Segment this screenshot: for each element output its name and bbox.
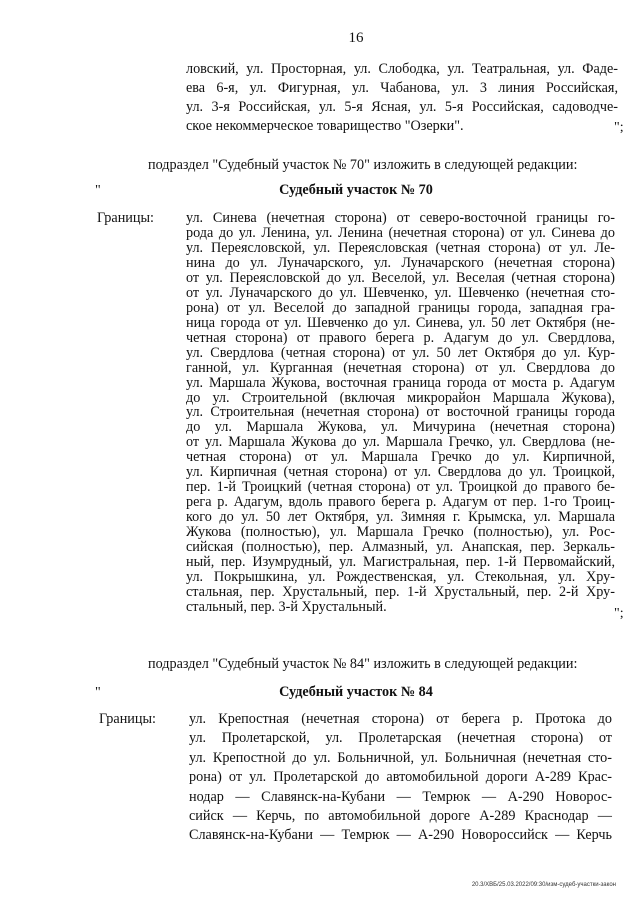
- section-84-line: нодар — Славянск-на-Кубани — Темрюк — А-290 Новорос-: [189, 788, 612, 805]
- section-70-heading: подраздел "Судебный участок № 70" изложить в следующей редакции:: [148, 157, 578, 173]
- section-70-end-quote: ";: [614, 606, 624, 621]
- section-70-line: до ул. Маршала Жукова, ул. Мичурина (нечетная сторона): [186, 419, 615, 436]
- section-84-line: ул. Крепостная (нечетная сторона) от берега р. Протока до: [189, 711, 612, 727]
- section-70-line: ул. Маршала Жукова, восточная граница города от моста р. Адагум: [186, 374, 615, 391]
- section-70-line: сийская (полностью), пер. Алмазный, ул. Анапская, пер. Зеркаль-: [186, 539, 615, 556]
- section-70-line: рега р. Адагум, вдоль правого берега р. Адагум от пер. 1-го Троиц-: [186, 494, 615, 511]
- section-84-line: рона) от ул. Пролетарской до автомобильной дороги А-289 Крас-: [189, 769, 612, 786]
- section-70-line: ул. Покрышкина, ул. Рождественская, ул. Стекольная, ул. Хру-: [186, 569, 615, 586]
- section-70-line: четная сторона) от ул. Маршала Гречко до ул. Кирпичной,: [186, 449, 615, 466]
- section-70-line: до ул. Строительной (включая микрорайон Маршала Жукова),: [186, 389, 615, 406]
- section-84-label: Границы:: [99, 711, 156, 727]
- section-70-line: ул. Свердлова (четная сторона) от ул. 50 лет Октября до ул. Кур-: [186, 344, 615, 361]
- section-70-line: ул. Переясловской, ул. Переясловская (четная сторона) от ул. Ле-: [186, 239, 615, 256]
- section-84-line: Славянск-на-Кубани — Темрюк — А-290 Новороссийск — Керчь: [189, 827, 612, 844]
- section-84-line: ул. Пролетарской, ул. Пролетарская (нечетная сторона) от: [189, 730, 612, 747]
- section-70-line: от ул. Переясловской до ул. Веселой, ул. Веселая (четная сторона): [186, 269, 615, 286]
- section-70-line: от ул. Луначарского до ул. Шевченко, ул. Шевченко (нечетная сто-: [186, 284, 615, 301]
- section-70-line: ный, пер. Изумрудный, ул. Магистральная, пер. 1-й Первомайский,: [186, 554, 615, 571]
- section-70-label: Границы:: [97, 210, 154, 226]
- section-70-line: рона) от ул. Веселой до западной границы города, западная гра-: [186, 299, 615, 316]
- section-70-open-quote: ": [95, 183, 101, 198]
- intro-line-1: ловский, ул. Просторная, ул. Слободка, ул. Театральная, ул. Фаде-: [186, 61, 618, 77]
- section-70-line: ница города от ул. Шевченко до ул. Синева, ул. 50 лет Октября (не-: [186, 314, 615, 331]
- section-70-line: Жукова (полностью), ул. Маршала Гречко (полностью), ул. Рос-: [186, 524, 615, 541]
- document-footer-code: 20.3/ХВБ/25.03.2022/09:30/изм-судеб-участки-закон: [471, 882, 616, 888]
- section-84-title: Судебный участок № 84: [279, 684, 433, 700]
- section-70-line: четная сторона) от правого берега р. Адагум до ул. Свердлова,: [186, 329, 615, 346]
- section-70-line: пер. 1-й Троицкий (четная сторона) от ул. Троицкой до правого бе-: [186, 479, 615, 496]
- page-number: 16: [348, 30, 364, 46]
- section-84-line: ул. Крепостной до ул. Больничной, ул. Больничная (нечетная сто-: [189, 749, 612, 766]
- section-84-line: сийск — Керчь, по автомобильной дороге А-289 Краснодар —: [189, 808, 612, 824]
- section-70-line: стальный, пер. 3-й Хрустальный.: [186, 598, 387, 615]
- section-70-line: рода до ул. Ленина, ул. Ленина (нечетная сторона) от ул. Синева до: [186, 224, 615, 241]
- section-84-open-quote: ": [95, 685, 101, 700]
- intro-line-3: ул. 3-я Российская, ул. 5-я Ясная, ул. 5-я Российская, садоводче-: [186, 99, 618, 115]
- section-84-heading: подраздел "Судебный участок № 84" изложить в следующей редакции:: [148, 656, 578, 672]
- section-70-line: ул. Строительная (нечетная сторона) от восточной границы города: [186, 404, 615, 421]
- section-70-line: ул. Синева (нечетная сторона) от северо-восточной границы го-: [186, 210, 615, 226]
- intro-end-quote: ";: [614, 120, 624, 135]
- section-70-title: Судебный участок № 70: [279, 182, 433, 198]
- intro-line-2: ева 6-я, ул. Фигурная, ул. Чабанова, ул. 3 линия Российская,: [186, 80, 618, 96]
- section-70-line: нина до ул. Луначарского, ул. Луначарского (нечетная сторона): [186, 254, 615, 271]
- intro-line-4: ское некоммерческое товарищество "Озерки".: [186, 118, 464, 134]
- section-70-line: ганной, ул. Курганная (нечетная сторона) от ул. Свердлова до: [186, 359, 615, 376]
- section-70-line: ул. Кирпичная (четная сторона) от ул. Свердлова до ул. Троицкой,: [186, 464, 615, 481]
- section-70-line: кого до ул. 50 лет Октября, ул. Зимняя г. Крымска, ул. Маршала: [186, 509, 615, 526]
- section-70-line: от ул. Маршала Жукова до ул. Маршала Гречко, ул. Свердлова (не-: [186, 434, 615, 451]
- section-70-line: стальная, пер. Хрустальный, пер. 1-й Хрустальный, пер. 2-й Хру-: [186, 584, 615, 600]
